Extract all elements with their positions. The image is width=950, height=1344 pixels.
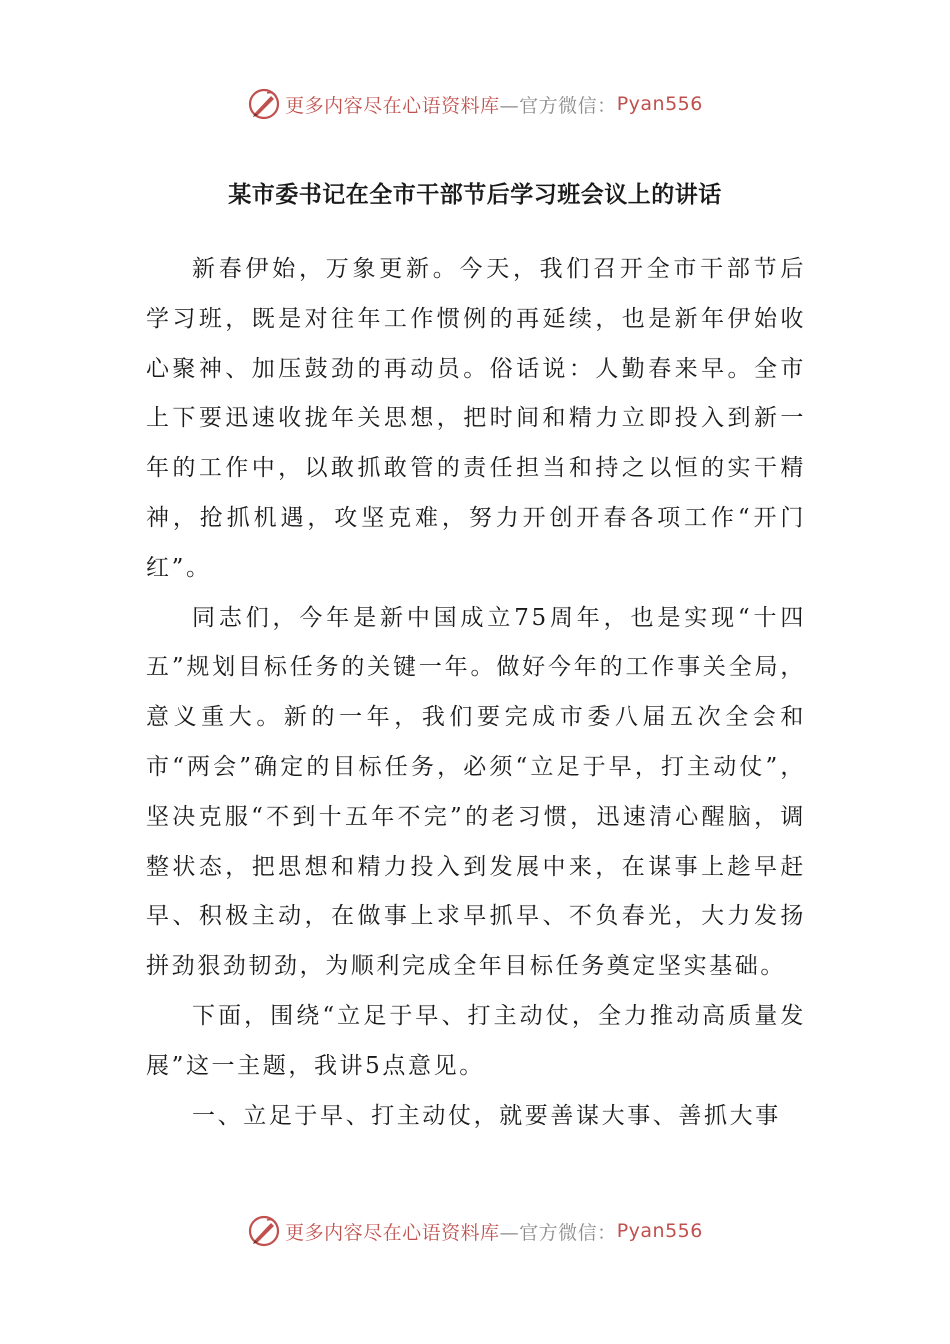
document-title: 某市委书记在全市干部节后学习班会议上的讲话 xyxy=(228,182,722,208)
banner-wechat-id: Pyan556 xyxy=(616,93,703,115)
document-body xyxy=(146,245,806,1141)
paragraph: 同志们，今年是新中国成立75周年，也是实现“十四五”规划目标任务的关键一年。做好今年的工作事关全局，意义重大。新的一年，我们要完成市委八届五次全会和市“两会”确定的目标任务，必须“立足于早，打主动仗”，坚决克服“不到十五年不完”的老习惯，迅速清心醒脑，调整状态，把思想和精力投入到发展中来，在谋事上趁早赶早、积极主动，在做事上求早抓早、不负春光，大力发扬拼劲狠劲韧劲，为顺利完成全年目标任务奠定坚实基础。 xyxy=(146,604,806,980)
footer-banner xyxy=(0,1211,950,1251)
banner-wechat-id: Pyan556 xyxy=(616,1220,703,1242)
paragraph: 新春伊始，万象更新。今天，我们召开全市干部节后学习班，既是对往年工作惯例的再延续，也是新年伊始收心聚神、加压鼓劲的再动员。俗话说：人勤春来早。全市上下要迅速收拢年关思想，把时间和精力立即投入到新一年的工作中，以敢抓敢管的责任担当和持之以恒的实干精神，抢抓机遇，攻坚克难，努力开创开春各项工作“开门红”。 xyxy=(146,256,806,581)
pen-logo-icon xyxy=(247,1214,281,1248)
section-heading: 一、立足于早、打主动仗，就要善谋大事、善抓大事 xyxy=(192,1102,781,1129)
pen-logo-icon xyxy=(247,87,281,121)
banner-wechat-label: —官方微信： xyxy=(499,94,617,117)
banner-site-text: 更多内容尽在心语资料库 xyxy=(285,1221,500,1244)
header-banner xyxy=(0,84,950,124)
banner-site-text: 更多内容尽在心语资料库 xyxy=(285,94,500,117)
paragraph: 下面，围绕“立足于早、打主动仗，全力推动高质量发展”这一主题，我讲5点意见。 xyxy=(146,1002,806,1079)
banner-wechat-label: —官方微信： xyxy=(499,1221,617,1244)
